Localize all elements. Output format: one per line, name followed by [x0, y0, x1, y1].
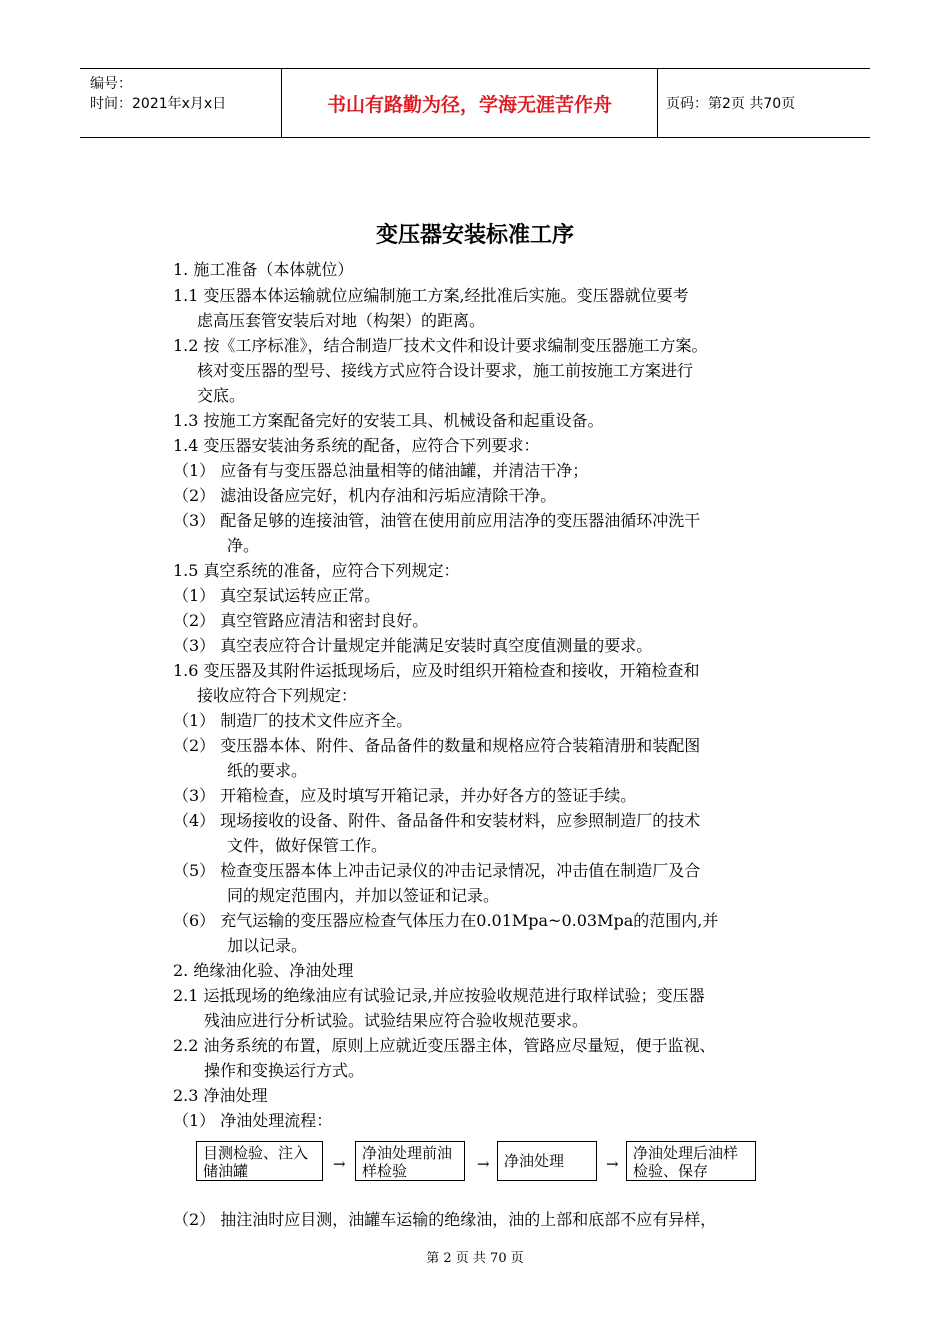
number-label: 编号：: [90, 76, 132, 92]
flow-arrow: →: [333, 1155, 346, 1173]
list-item-cont: 净。: [227, 536, 260, 555]
paragraph-line: 2.2 油务系统的布置，原则上应就近变压器主体，管路应尽量短，便于监视、: [173, 1036, 716, 1055]
list-item-cont: 加以记录。: [227, 936, 308, 955]
list-item: （5） 检查变压器本体上冲击记录仪的冲击记录情况，冲击值在制造厂及合: [173, 861, 701, 880]
list-item-cont: 纸的要求。: [227, 761, 308, 780]
flow-arrow: →: [606, 1155, 619, 1173]
paragraph-line: 交底。: [197, 386, 246, 405]
paragraph-line: 操作和变换运行方式。: [204, 1061, 365, 1080]
paragraph-line: 1.4 变压器安装油务系统的配备，应符合下列要求：: [173, 436, 540, 455]
list-item: （3） 真空表应符合计量规定并能满足安装时真空度值测量的要求。: [173, 636, 653, 655]
header-page-cell: [658, 69, 870, 137]
list-item: （2） 变压器本体、附件、备品备件的数量和规格应符合装箱清册和装配图: [173, 736, 701, 755]
list-item: （1） 制造厂的技术文件应齐全。: [173, 711, 413, 730]
list-item-cont: 文件，做好保管工作。: [227, 836, 388, 855]
section-heading: 2. 绝缘油化验、净油处理: [173, 961, 354, 980]
flow-step-2: 净油处理前油样检验: [355, 1141, 465, 1181]
list-item: （4） 现场接收的设备、附件、备品备件和安装材料，应参照制造厂的技术: [173, 811, 701, 830]
page-header: [80, 68, 870, 138]
document-title: 变压器安装标准工序: [375, 223, 574, 248]
paragraph-line: 1.3 按施工方案配备完好的安装工具、机械设备和起重设备。: [173, 411, 604, 430]
paragraph-line: 1.1 变压器本体运输就位应编制施工方案,经批准后实施。变压器就位要考: [173, 286, 689, 305]
header-motto-cell: [282, 69, 658, 137]
page-footer: 第 2 页 共 70 页: [426, 1251, 524, 1266]
list-item: （2） 滤油设备应完好，机内存油和污垢应清除干净。: [173, 486, 557, 505]
list-item: （1） 真空泵试运转应正常。: [173, 586, 381, 605]
list-item: （1） 净油处理流程：: [173, 1111, 333, 1130]
list-item: （1） 应备有与变压器总油量相等的储油罐，并清洁干净；: [173, 461, 589, 480]
header-meta-cell: [80, 69, 282, 137]
flow-step-3: 净油处理: [497, 1141, 597, 1181]
list-item: （2） 真空管路应清洁和密封良好。: [173, 611, 429, 630]
paragraph-line: 1.5 真空系统的准备，应符合下列规定：: [173, 561, 460, 580]
motto-text: 书山有路勤为径，学海无涯苦作舟: [326, 93, 612, 116]
paragraph-line: 1.6 变压器及其附件运抵现场后，应及时组织开箱检查和接收，开箱检查和: [173, 661, 700, 680]
paragraph-line: 虑高压套管安装后对地（构架）的距离。: [197, 311, 486, 330]
paragraph-line: 接收应符合下列规定：: [197, 686, 358, 705]
list-item: （3） 配备足够的连接油管，油管在使用前应用洁净的变压器油循环冲洗干: [173, 511, 701, 530]
list-item: （2） 抽注油时应目测，油罐车运输的绝缘油，油的上部和底部不应有异样，: [173, 1210, 717, 1229]
date-label: 时间：2021年x月x日: [90, 96, 227, 112]
list-item: （6） 充气运输的变压器应检查气体压力在0.01Mpa~0.03Mpa的范围内,并: [173, 911, 719, 930]
paragraph-line: 1.2 按《工序标准》，结合制造厂技术文件和设计要求编制变压器施工方案。: [173, 336, 708, 355]
paragraph-line: 核对变压器的型号、接线方式应符合设计要求，施工前按施工方案进行: [197, 361, 694, 380]
list-item: （3） 开箱检查，应及时填写开箱记录，并办好各方的签证手续。: [173, 786, 637, 805]
paragraph-line: 2.1 运抵现场的绝缘油应有试验记录,并应按验收规范进行取样试验；变压器: [173, 986, 705, 1005]
list-item-cont: 同的规定范围内，并加以签证和记录。: [227, 886, 500, 905]
section-heading: 1. 施工准备（本体就位）: [173, 260, 354, 279]
paragraph-line: 2.3 净油处理: [173, 1086, 268, 1105]
flow-step-1: 目测检验、注入储油罐: [196, 1141, 323, 1181]
flow-arrow: →: [477, 1155, 490, 1173]
flow-step-4: 净油处理后油样检验、保存: [626, 1141, 756, 1181]
page-info: 页码：第2页 共70页: [666, 96, 796, 112]
paragraph-line: 残油应进行分析试验。试验结果应符合验收规范要求。: [204, 1011, 589, 1030]
